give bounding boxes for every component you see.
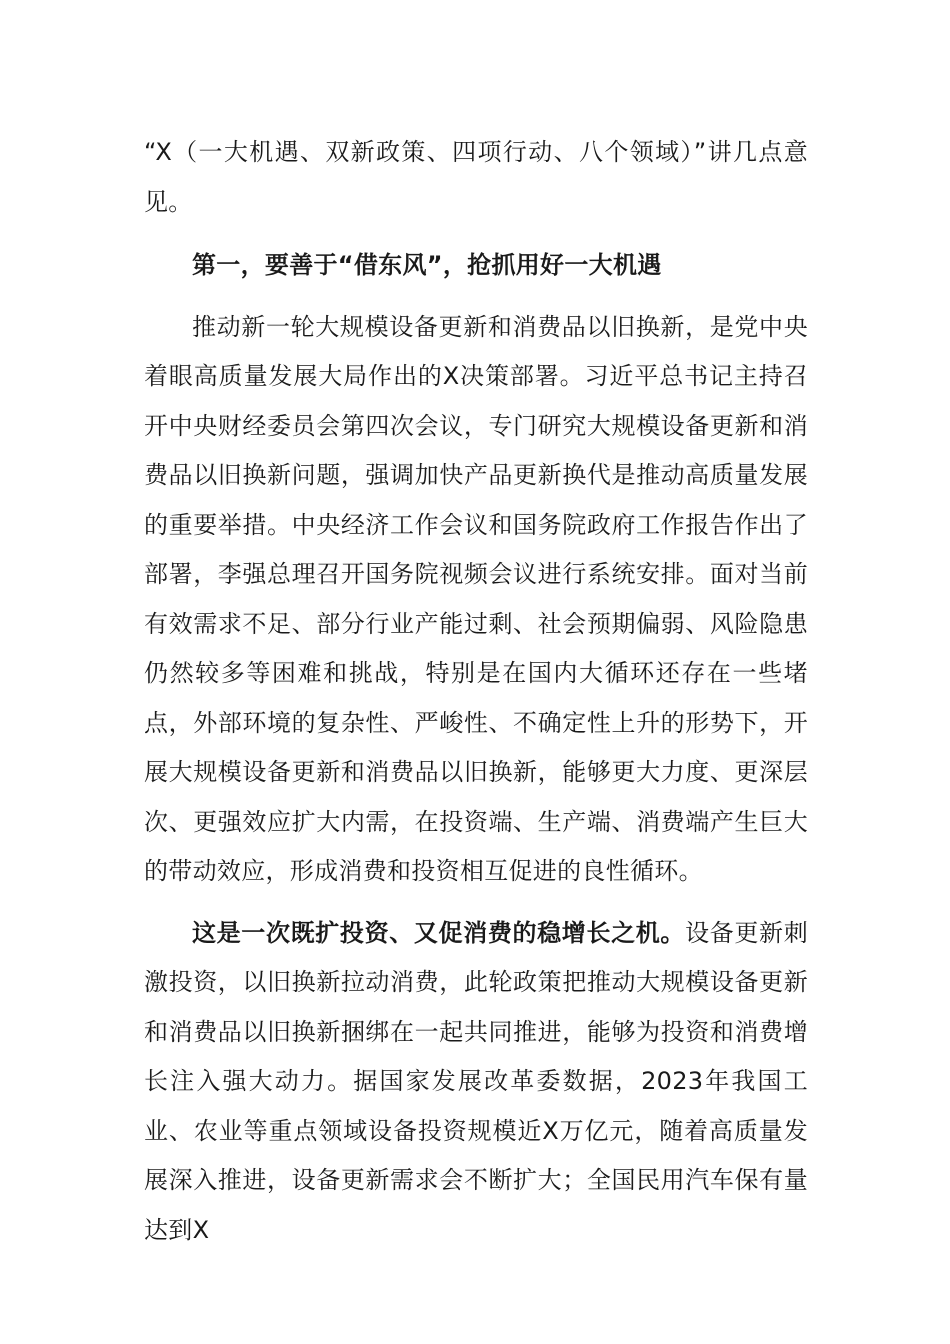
section-heading: 第一，要善于“借东风”，抢抓用好一大机遇 — [192, 251, 662, 279]
paragraph-2-lead: 这是一次既扩投资、又促消费的稳增长之机。 — [192, 918, 686, 947]
body-paragraph-1: 推动新一轮大规模设备更新和消费品以旧换新，是党中央着眼高质量发展大局作出的X决策部署。习近平总书记主持召开中央财经委员会第四次会议，专门研究大规模设备更新和消费品以旧换新问题，强调加快产品更新换代是推动高质量发展的重要举措。中央经济工作会议和国务院政府工作报告作出了部署，李强总理召开国务院视频会议进行系统安排。面对当前有效需求不足、部分行业产能过剩、社会预期偏弱、风险隐患仍然较多等困难和挑战，特别是在国内大循环还存在一些堵点，外部环境的复杂性、严峻性、不确定性上升的形势下，开展大规模设备更新和消费品以旧换新，能够更大力度、更深层次、更强效应扩大内需，在投资端、生产端、消费端产生巨大的带动效应，形成消费和投资相互促进的良性循环。 — [144, 312, 808, 885]
paragraph-2-body: 设备更新刺激投资，以旧换新拉动消费，此轮政策把推动大规模设备更新和消费品以旧换新捆绑在一起共同推进，能够为投资和消费增长注入强大动力。据国家发展改革委数据，2023年我国工业、农业等重点领域设备投资规模近X万亿元，随着高质量发展深入推进，设备更新需求会不断扩大；全国民用汽车保有量达到X — [144, 918, 809, 1244]
document-body — [144, 128, 808, 1255]
intro-paragraph: “X（一大机遇、双新政策、四项行动、八个领域）”讲几点意见。 — [144, 138, 808, 216]
body-paragraph-2 — [144, 909, 808, 1256]
